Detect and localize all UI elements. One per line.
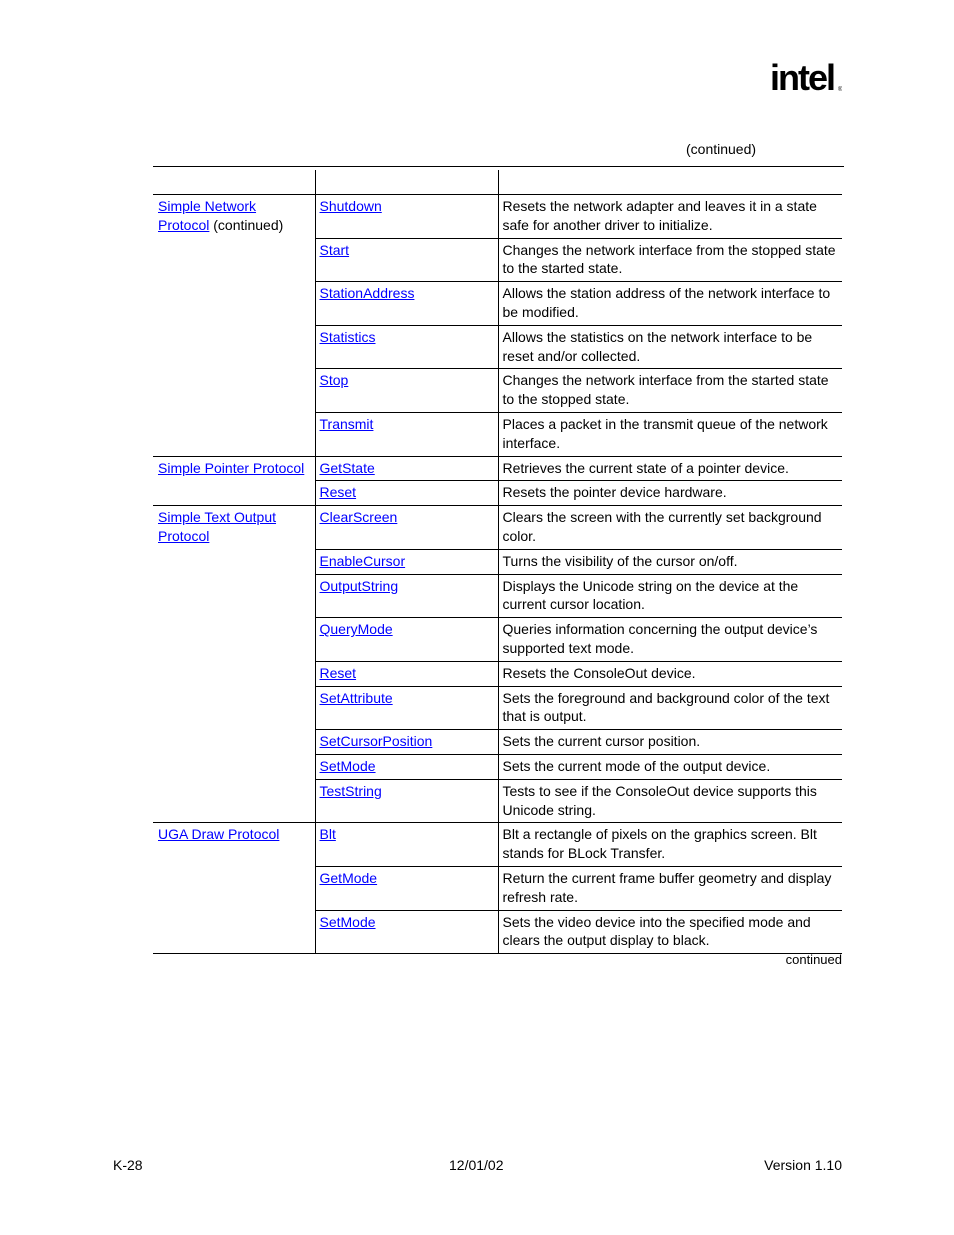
- table-row: [153, 412, 842, 456]
- description-cell: Allows the station address of the network interface to be modified.: [498, 282, 842, 326]
- function-link[interactable]: Shutdown: [319, 198, 382, 214]
- protocol-cell: [153, 481, 315, 506]
- table-row: [153, 506, 842, 550]
- protocol-cell: [153, 238, 315, 282]
- protocol-suffix: (continued): [209, 216, 284, 233]
- footer-date: 12/01/02: [449, 1157, 504, 1173]
- table-row: [153, 754, 842, 779]
- description-cell: Turns the visibility of the cursor on/off.: [498, 549, 842, 574]
- protocol-cell: [153, 325, 315, 369]
- table-row: [153, 325, 842, 369]
- table-row: [153, 910, 842, 954]
- function-cell: [315, 866, 498, 910]
- function-link[interactable]: SetMode: [319, 757, 376, 774]
- protocol-cell: [153, 779, 315, 823]
- registered-mark: ®: [838, 87, 842, 93]
- description-cell: Blt a rectangle of pixels on the graphics screen. Blt stands for BLock Transfer.: [498, 823, 842, 867]
- function-link[interactable]: SetMode: [319, 913, 376, 930]
- footer-version: Version 1.10: [764, 1157, 842, 1173]
- function-link[interactable]: Reset: [319, 484, 357, 501]
- table-row: [153, 779, 842, 823]
- protocol-cell: [153, 618, 315, 662]
- protocol-link[interactable]: Simple Text Output Protocol: [158, 509, 277, 544]
- function-cell: [315, 730, 498, 755]
- description-cell: Tests to see if the ConsoleOut device supports this Unicode string.: [498, 779, 842, 823]
- table-row: [153, 549, 842, 574]
- header-cell-description: [498, 170, 842, 195]
- function-link[interactable]: Blt: [319, 826, 336, 843]
- table-row: [153, 618, 842, 662]
- table-row: [153, 481, 842, 506]
- function-link[interactable]: TestString: [319, 782, 382, 799]
- protocol-link[interactable]: Simple Network Protocol: [158, 198, 257, 233]
- description-cell: Resets the ConsoleOut device.: [498, 661, 842, 686]
- description-cell: Changes the network interface from the started state to the stopped state.: [498, 369, 842, 413]
- header-cell-function: [315, 170, 498, 195]
- protocol-cell: [153, 823, 315, 867]
- table-row: [153, 823, 842, 867]
- table-row: [153, 456, 842, 481]
- protocol-cell: [153, 661, 315, 686]
- protocol-cell: [153, 866, 315, 910]
- function-link[interactable]: EnableCursor: [319, 552, 406, 569]
- function-cell: [315, 754, 498, 779]
- protocol-cell: [153, 730, 315, 755]
- table-row: [153, 195, 842, 239]
- function-cell: [315, 282, 498, 326]
- function-cell: [315, 910, 498, 954]
- protocol-cell: [153, 282, 315, 326]
- table-row: [153, 369, 842, 413]
- table-row: [153, 282, 842, 326]
- description-cell: Clears the screen with the currently set background color.: [498, 506, 842, 550]
- function-cell: [315, 412, 498, 456]
- description-cell: Retrieves the current state of a pointer device.: [498, 456, 842, 481]
- intel-logo: [770, 60, 842, 104]
- function-link[interactable]: Reset: [319, 664, 357, 681]
- protocol-cell: [153, 456, 315, 481]
- table-row: [153, 686, 842, 730]
- protocol-cell: [153, 412, 315, 456]
- function-cell: [315, 549, 498, 574]
- function-cell: [315, 823, 498, 867]
- table-row: [153, 866, 842, 910]
- function-cell: [315, 325, 498, 369]
- function-link[interactable]: GetState: [319, 459, 375, 476]
- top-rule: [153, 166, 844, 167]
- function-cell: [315, 369, 498, 413]
- function-link[interactable]: Transmit: [319, 415, 374, 432]
- function-link[interactable]: SetAttribute: [319, 689, 393, 706]
- protocol-cell: [153, 506, 315, 550]
- table-row: [153, 661, 842, 686]
- description-cell: Sets the video device into the specified mode and clears the output display to black.: [498, 910, 842, 954]
- protocol-link[interactable]: Simple Pointer Protocol: [158, 459, 305, 476]
- description-cell: Places a packet in the transmit queue of the network interface.: [498, 412, 842, 456]
- protocol-link[interactable]: UGA Draw Protocol: [158, 826, 280, 843]
- protocol-function-table: [153, 170, 842, 954]
- protocol-cell: [153, 754, 315, 779]
- table-row: [153, 730, 842, 755]
- description-cell: Sets the foreground and background color of the text that is output.: [498, 686, 842, 730]
- function-link[interactable]: Stop: [319, 372, 349, 389]
- continued-label-bottom: continued: [785, 952, 842, 967]
- description-cell: Sets the current cursor position.: [498, 730, 842, 755]
- function-link[interactable]: SetCursorPosition: [319, 733, 433, 750]
- description-cell: Sets the current mode of the output device.: [498, 754, 842, 779]
- function-cell: [315, 661, 498, 686]
- function-cell: [315, 481, 498, 506]
- description-cell: Resets the network adapter and leaves it in a state safe for another driver to initialize.: [498, 195, 842, 239]
- function-link[interactable]: GetMode: [319, 869, 378, 886]
- function-cell: [315, 686, 498, 730]
- protocol-cell: [153, 549, 315, 574]
- table-row: [153, 574, 842, 618]
- description-cell: Allows the statistics on the network interface to be reset and/or collected.: [498, 325, 842, 369]
- table-header-row: [153, 170, 842, 195]
- function-link[interactable]: ClearScreen: [319, 509, 398, 526]
- function-cell: [315, 456, 498, 481]
- description-cell: Queries information concerning the output device’s supported text mode.: [498, 618, 842, 662]
- protocol-cell: [153, 686, 315, 730]
- function-cell: [315, 574, 498, 618]
- description-cell: Resets the pointer device hardware.: [498, 481, 842, 506]
- logo-text: intel: [770, 60, 835, 98]
- table-row: [153, 238, 842, 282]
- function-link[interactable]: StationAddress: [319, 285, 415, 302]
- function-cell: [315, 195, 498, 239]
- function-cell: [315, 238, 498, 282]
- footer-page-number: K-28: [113, 1157, 143, 1173]
- description-cell: Return the current frame buffer geometry and display refresh rate.: [498, 866, 842, 910]
- description-cell: Displays the Unicode string on the device at the current cursor location.: [498, 574, 842, 618]
- description-cell: Changes the network interface from the stopped state to the started state.: [498, 238, 842, 282]
- continued-label-top: (continued): [686, 141, 757, 157]
- protocol-cell: [153, 369, 315, 413]
- function-link[interactable]: QueryMode: [319, 621, 393, 638]
- function-cell: [315, 618, 498, 662]
- function-link[interactable]: Start: [319, 241, 350, 258]
- protocol-cell: [153, 195, 315, 239]
- protocol-cell: [153, 574, 315, 618]
- function-link[interactable]: OutputString: [319, 577, 399, 594]
- function-cell: [315, 779, 498, 823]
- header-cell-protocol: [153, 170, 315, 195]
- function-link[interactable]: Statistics: [319, 328, 376, 345]
- protocol-cell: [153, 910, 315, 954]
- function-cell: [315, 506, 498, 550]
